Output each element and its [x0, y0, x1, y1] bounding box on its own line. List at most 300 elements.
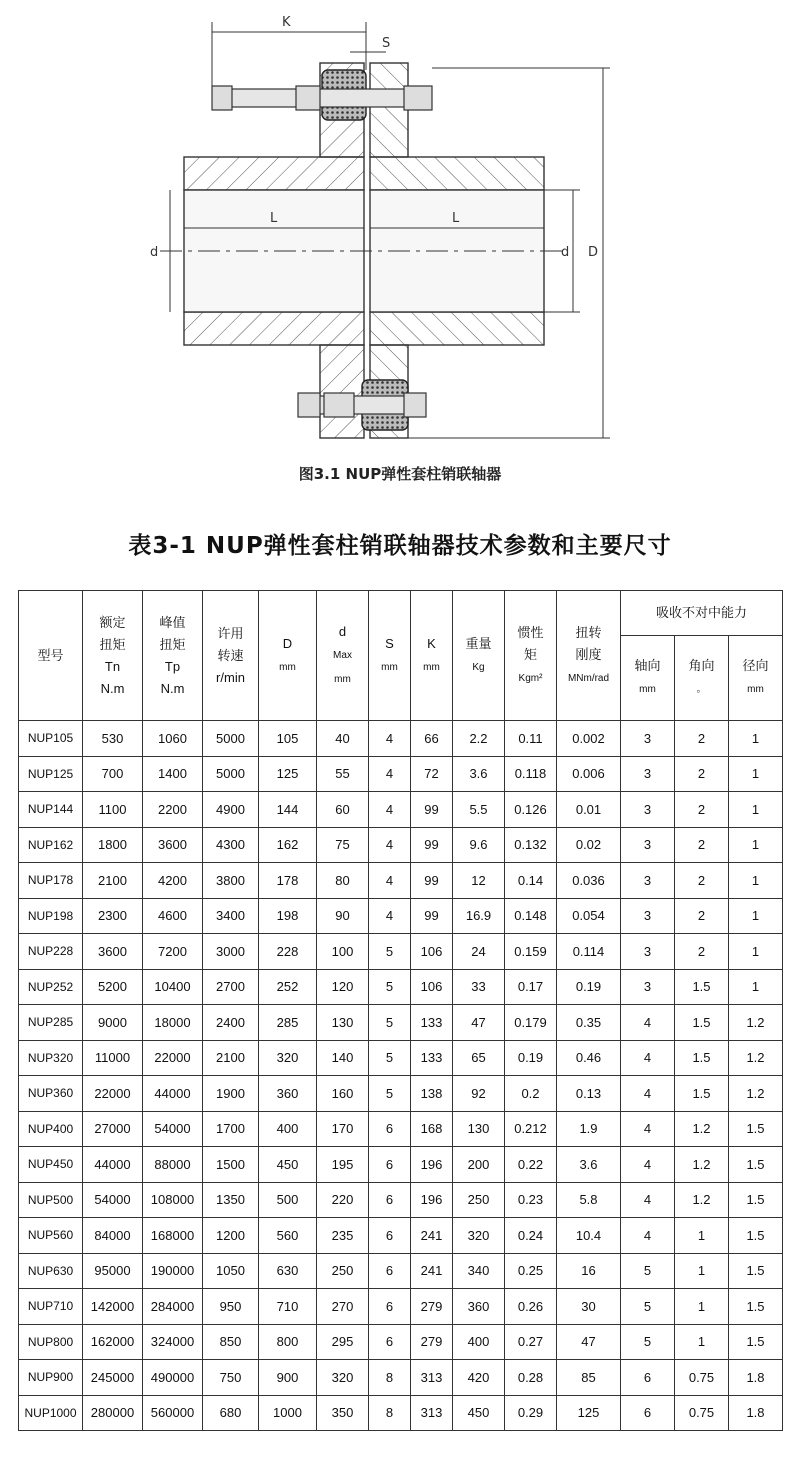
- table-cell: 8: [369, 1360, 411, 1396]
- table-cell: 1: [729, 792, 783, 828]
- header-axial: 轴向 mm: [621, 636, 675, 721]
- dim-d-right-label: d: [561, 245, 570, 260]
- table-cell: 0.02: [557, 827, 621, 863]
- table-cell: 0.75: [675, 1360, 729, 1396]
- dim-s-label: S: [382, 36, 391, 51]
- table-cell: 168: [411, 1111, 453, 1147]
- table-cell: 1200: [203, 1218, 259, 1254]
- table-cell: 530: [83, 721, 143, 757]
- table-row: [19, 756, 783, 792]
- table-cell: 313: [411, 1360, 453, 1396]
- table-cell: 44000: [143, 1076, 203, 1112]
- table-cell: 5200: [83, 969, 143, 1005]
- table-cell: 196: [411, 1182, 453, 1218]
- table-cell: 2: [675, 863, 729, 899]
- table-cell: 560: [259, 1218, 317, 1254]
- table-cell: 4900: [203, 792, 259, 828]
- table-cell: 3.6: [557, 1147, 621, 1183]
- header-rated-torque: 额定 扭矩 Tn N.m: [83, 591, 143, 721]
- table-cell: 1.5: [729, 1289, 783, 1325]
- table-cell: 220: [317, 1182, 369, 1218]
- table-cell: 168000: [143, 1218, 203, 1254]
- table-cell: 3000: [203, 934, 259, 970]
- model-cell: NUP320: [19, 1040, 83, 1076]
- table-cell: 100: [317, 934, 369, 970]
- table-cell: 324000: [143, 1324, 203, 1360]
- table-cell: 270: [317, 1289, 369, 1325]
- dim-l-left-label: L: [270, 211, 278, 226]
- table-cell: 1000: [259, 1395, 317, 1431]
- table-cell: 88000: [143, 1147, 203, 1183]
- table-cell: 7200: [143, 934, 203, 970]
- header-s: S mm: [369, 591, 411, 721]
- table-cell: 0.2: [505, 1076, 557, 1112]
- table-cell: 170: [317, 1111, 369, 1147]
- table-cell: 1.2: [675, 1182, 729, 1218]
- table-cell: 500: [259, 1182, 317, 1218]
- table-cell: 5: [621, 1289, 675, 1325]
- figure-caption: 图3.1 NUP弹性套柱销联轴器: [298, 465, 502, 483]
- table-cell: 142000: [83, 1289, 143, 1325]
- table-cell: 0.212: [505, 1111, 557, 1147]
- table-cell: 800: [259, 1324, 317, 1360]
- dim-d-left-label: d: [150, 245, 159, 260]
- table-cell: 6: [369, 1111, 411, 1147]
- table-cell: 40: [317, 721, 369, 757]
- table-cell: 3600: [83, 934, 143, 970]
- header-torsional-stiffness: 扭转 刚度 MNm/rad: [557, 591, 621, 721]
- table-row: [19, 898, 783, 934]
- table-cell: 0.159: [505, 934, 557, 970]
- table-row: [19, 1076, 783, 1112]
- table-cell: 72: [411, 756, 453, 792]
- table-cell: 1: [729, 827, 783, 863]
- table-cell: 6: [621, 1395, 675, 1431]
- table-cell: 1: [675, 1218, 729, 1254]
- table-cell: 1350: [203, 1182, 259, 1218]
- table-cell: 0.118: [505, 756, 557, 792]
- table-cell: 75: [317, 827, 369, 863]
- table-cell: 130: [453, 1111, 505, 1147]
- table-cell: 16.9: [453, 898, 505, 934]
- table-cell: 1.2: [729, 1040, 783, 1076]
- table-cell: 108000: [143, 1182, 203, 1218]
- table-cell: 105: [259, 721, 317, 757]
- table-cell: 55: [317, 756, 369, 792]
- table-cell: 340: [453, 1253, 505, 1289]
- table-cell: 2.2: [453, 721, 505, 757]
- table-cell: 0.054: [557, 898, 621, 934]
- table-cell: 1.9: [557, 1111, 621, 1147]
- table-cell: 360: [259, 1076, 317, 1112]
- header-misalignment-group: 吸收不对中能力: [621, 591, 783, 636]
- table-cell: 1.5: [729, 1324, 783, 1360]
- table-cell: 4: [369, 898, 411, 934]
- table-row: [19, 969, 783, 1005]
- table-cell: 1.2: [675, 1111, 729, 1147]
- table-cell: 178: [259, 863, 317, 899]
- table-cell: 33: [453, 969, 505, 1005]
- table-cell: 2100: [203, 1040, 259, 1076]
- table-cell: 3: [621, 898, 675, 934]
- table-cell: 0.13: [557, 1076, 621, 1112]
- table-cell: 900: [259, 1360, 317, 1396]
- table-row: [19, 1005, 783, 1041]
- table-cell: 4: [621, 1147, 675, 1183]
- table-cell: 4: [621, 1218, 675, 1254]
- table-cell: 22000: [143, 1040, 203, 1076]
- table-cell: 279: [411, 1289, 453, 1325]
- table-cell: 295: [317, 1324, 369, 1360]
- table-cell: 0.27: [505, 1324, 557, 1360]
- table-cell: 1.5: [729, 1218, 783, 1254]
- table-cell: 0.17: [505, 969, 557, 1005]
- table-cell: 99: [411, 827, 453, 863]
- table-row: [19, 1218, 783, 1254]
- table-cell: 680: [203, 1395, 259, 1431]
- table-cell: 2100: [83, 863, 143, 899]
- table-cell: 0.24: [505, 1218, 557, 1254]
- table-cell: 285: [259, 1005, 317, 1041]
- table-cell: 6: [369, 1218, 411, 1254]
- table-cell: 22000: [83, 1076, 143, 1112]
- table-cell: 133: [411, 1040, 453, 1076]
- table-cell: 1.2: [729, 1076, 783, 1112]
- table-cell: 1900: [203, 1076, 259, 1112]
- model-cell: NUP178: [19, 863, 83, 899]
- table-cell: 0.25: [505, 1253, 557, 1289]
- table-cell: 6: [369, 1182, 411, 1218]
- table-cell: 750: [203, 1360, 259, 1396]
- table-cell: 5000: [203, 721, 259, 757]
- table-cell: 490000: [143, 1360, 203, 1396]
- table-cell: 560000: [143, 1395, 203, 1431]
- table-cell: 2: [675, 756, 729, 792]
- table-cell: 54000: [143, 1111, 203, 1147]
- table-cell: 8: [369, 1395, 411, 1431]
- header-d-outer: D mm: [259, 591, 317, 721]
- table-cell: 3.6: [453, 756, 505, 792]
- table-cell: 16: [557, 1253, 621, 1289]
- table-cell: 1: [675, 1253, 729, 1289]
- header-model: 型号: [19, 591, 83, 721]
- table-cell: 4600: [143, 898, 203, 934]
- table-cell: 1.5: [675, 969, 729, 1005]
- table-cell: 92: [453, 1076, 505, 1112]
- table-cell: 2: [675, 898, 729, 934]
- table-cell: 6: [369, 1324, 411, 1360]
- table-cell: 1100: [83, 792, 143, 828]
- table-cell: 313: [411, 1395, 453, 1431]
- header-angular: 角向 。: [675, 636, 729, 721]
- table-cell: 0.179: [505, 1005, 557, 1041]
- dim-big-d-label: D: [588, 245, 599, 260]
- table-cell: 1: [729, 721, 783, 757]
- table-cell: 0.036: [557, 863, 621, 899]
- table-cell: 24: [453, 934, 505, 970]
- table-cell: 1.2: [729, 1005, 783, 1041]
- table-cell: 250: [453, 1182, 505, 1218]
- dim-k-label: K: [282, 15, 291, 30]
- table-cell: 3: [621, 934, 675, 970]
- table-cell: 99: [411, 792, 453, 828]
- table-cell: 5.8: [557, 1182, 621, 1218]
- table-cell: 0.01: [557, 792, 621, 828]
- header-peak-torque: 峰值 扭矩 Tp N.m: [143, 591, 203, 721]
- table-cell: 30: [557, 1289, 621, 1325]
- model-cell: NUP252: [19, 969, 83, 1005]
- table-row: [19, 1289, 783, 1325]
- table-cell: 0.23: [505, 1182, 557, 1218]
- table-cell: 5: [369, 969, 411, 1005]
- table-cell: 99: [411, 863, 453, 899]
- table-cell: 0.75: [675, 1395, 729, 1431]
- table-cell: 4: [621, 1040, 675, 1076]
- model-cell: NUP630: [19, 1253, 83, 1289]
- table-cell: 144: [259, 792, 317, 828]
- table-cell: 0.11: [505, 721, 557, 757]
- table-cell: 4: [621, 1076, 675, 1112]
- table-cell: 5: [621, 1324, 675, 1360]
- table-cell: 1.5: [729, 1111, 783, 1147]
- table-cell: 1.5: [729, 1253, 783, 1289]
- model-cell: NUP400: [19, 1111, 83, 1147]
- model-cell: NUP360: [19, 1076, 83, 1112]
- model-cell: NUP900: [19, 1360, 83, 1396]
- table-cell: 1.8: [729, 1360, 783, 1396]
- header-d-bore: d Max mm: [317, 591, 369, 721]
- spec-table: [18, 590, 783, 1431]
- table-cell: 0.006: [557, 756, 621, 792]
- table-cell: 360: [453, 1289, 505, 1325]
- table-cell: 1060: [143, 721, 203, 757]
- table-cell: 1: [729, 863, 783, 899]
- table-cell: 3800: [203, 863, 259, 899]
- table-cell: 5: [369, 1040, 411, 1076]
- table-row: [19, 1253, 783, 1289]
- table-row: [19, 1111, 783, 1147]
- table-cell: 106: [411, 934, 453, 970]
- table-row: [19, 792, 783, 828]
- table-cell: 4300: [203, 827, 259, 863]
- table-cell: 1.5: [675, 1005, 729, 1041]
- table-cell: 0.14: [505, 863, 557, 899]
- table-cell: 4: [369, 827, 411, 863]
- table-cell: 1.5: [729, 1147, 783, 1183]
- table-cell: 140: [317, 1040, 369, 1076]
- table-row: [19, 1182, 783, 1218]
- header-k: K mm: [411, 591, 453, 721]
- table-cell: 241: [411, 1253, 453, 1289]
- table-cell: 4: [369, 721, 411, 757]
- table-cell: 1050: [203, 1253, 259, 1289]
- table-cell: 235: [317, 1218, 369, 1254]
- table-row: [19, 1360, 783, 1396]
- table-cell: 44000: [83, 1147, 143, 1183]
- table-cell: 4: [621, 1005, 675, 1041]
- table-cell: 133: [411, 1005, 453, 1041]
- table-cell: 200: [453, 1147, 505, 1183]
- model-cell: NUP560: [19, 1218, 83, 1254]
- table-cell: 85: [557, 1360, 621, 1396]
- header-weight: 重量 Kg: [453, 591, 505, 721]
- table-cell: 3400: [203, 898, 259, 934]
- table-cell: 1: [729, 934, 783, 970]
- table-cell: 279: [411, 1324, 453, 1360]
- table-cell: 2300: [83, 898, 143, 934]
- table-cell: 320: [259, 1040, 317, 1076]
- spec-table-body: [19, 721, 783, 1431]
- model-cell: NUP710: [19, 1289, 83, 1325]
- table-cell: 0.002: [557, 721, 621, 757]
- table-cell: 1: [729, 898, 783, 934]
- table-row: [19, 721, 783, 757]
- table-cell: 2700: [203, 969, 259, 1005]
- table-cell: 700: [83, 756, 143, 792]
- table-cell: 1.5: [675, 1040, 729, 1076]
- table-row: [19, 827, 783, 863]
- table-cell: 0.126: [505, 792, 557, 828]
- table-cell: 2: [675, 721, 729, 757]
- table-cell: 350: [317, 1395, 369, 1431]
- table-cell: 3: [621, 827, 675, 863]
- model-cell: NUP162: [19, 827, 83, 863]
- table-cell: 5: [621, 1253, 675, 1289]
- table-cell: 280000: [83, 1395, 143, 1431]
- table-cell: 0.28: [505, 1360, 557, 1396]
- table-cell: 11000: [83, 1040, 143, 1076]
- header-inertia: 惯性 矩 Kgm²: [505, 591, 557, 721]
- table-cell: 80: [317, 863, 369, 899]
- header-allowed-speed: 许用 转速 r/min: [203, 591, 259, 721]
- model-cell: NUP105: [19, 721, 83, 757]
- table-cell: 5: [369, 934, 411, 970]
- table-cell: 450: [453, 1395, 505, 1431]
- coupling-drawing: [0, 0, 800, 450]
- table-cell: 3: [621, 756, 675, 792]
- table-cell: 950: [203, 1289, 259, 1325]
- table-cell: 130: [317, 1005, 369, 1041]
- table-cell: 6: [369, 1289, 411, 1325]
- table-cell: 106: [411, 969, 453, 1005]
- table-cell: 27000: [83, 1111, 143, 1147]
- table-cell: 0.22: [505, 1147, 557, 1183]
- table-cell: 4: [369, 792, 411, 828]
- table-cell: 196: [411, 1147, 453, 1183]
- table-cell: 4: [621, 1182, 675, 1218]
- table-cell: 2400: [203, 1005, 259, 1041]
- table-cell: 12: [453, 863, 505, 899]
- table-cell: 2200: [143, 792, 203, 828]
- table-cell: 1700: [203, 1111, 259, 1147]
- table-cell: 3: [621, 792, 675, 828]
- table-cell: 47: [453, 1005, 505, 1041]
- table-cell: 4: [369, 863, 411, 899]
- table-row: [19, 863, 783, 899]
- table-cell: 1.2: [675, 1147, 729, 1183]
- table-cell: 90: [317, 898, 369, 934]
- table-cell: 2: [675, 934, 729, 970]
- table-cell: 0.29: [505, 1395, 557, 1431]
- table-cell: 84000: [83, 1218, 143, 1254]
- table-cell: 250: [317, 1253, 369, 1289]
- table-cell: 6: [621, 1360, 675, 1396]
- model-cell: NUP800: [19, 1324, 83, 1360]
- model-cell: NUP198: [19, 898, 83, 934]
- table-cell: 0.114: [557, 934, 621, 970]
- table-cell: 5.5: [453, 792, 505, 828]
- table-cell: 1: [729, 969, 783, 1005]
- table-cell: 3: [621, 721, 675, 757]
- table-cell: 95000: [83, 1253, 143, 1289]
- table-cell: 4200: [143, 863, 203, 899]
- table-row: [19, 934, 783, 970]
- table-cell: 1800: [83, 827, 143, 863]
- table-cell: 400: [453, 1324, 505, 1360]
- table-cell: 850: [203, 1324, 259, 1360]
- table-cell: 3: [621, 863, 675, 899]
- table-cell: 0.132: [505, 827, 557, 863]
- bottom-pin-bolt: [298, 380, 426, 430]
- table-cell: 2: [675, 827, 729, 863]
- table-cell: 252: [259, 969, 317, 1005]
- table-cell: 4: [369, 756, 411, 792]
- table-cell: 60: [317, 792, 369, 828]
- table-cell: 0.148: [505, 898, 557, 934]
- model-cell: NUP144: [19, 792, 83, 828]
- table-cell: 5: [369, 1005, 411, 1041]
- table-cell: 0.19: [557, 969, 621, 1005]
- table-cell: 65: [453, 1040, 505, 1076]
- header-radial: 径向 mm: [729, 636, 783, 721]
- model-cell: NUP450: [19, 1147, 83, 1183]
- table-cell: 125: [259, 756, 317, 792]
- table-cell: 1500: [203, 1147, 259, 1183]
- table-cell: 1: [675, 1289, 729, 1325]
- table-cell: 5000: [203, 756, 259, 792]
- table-cell: 4: [621, 1111, 675, 1147]
- table-cell: 245000: [83, 1360, 143, 1396]
- table-cell: 18000: [143, 1005, 203, 1041]
- table-cell: 162000: [83, 1324, 143, 1360]
- table-cell: 160: [317, 1076, 369, 1112]
- table-cell: 3600: [143, 827, 203, 863]
- table-row: [19, 1395, 783, 1431]
- table-cell: 3: [621, 969, 675, 1005]
- table-row: [19, 1040, 783, 1076]
- model-cell: NUP125: [19, 756, 83, 792]
- model-cell: NUP1000: [19, 1395, 83, 1431]
- table-cell: 2: [675, 792, 729, 828]
- table-cell: 0.35: [557, 1005, 621, 1041]
- table-cell: 0.46: [557, 1040, 621, 1076]
- table-cell: 0.26: [505, 1289, 557, 1325]
- table-cell: 1: [675, 1324, 729, 1360]
- table-cell: 1.5: [675, 1076, 729, 1112]
- table-cell: 1.8: [729, 1395, 783, 1431]
- table-cell: 228: [259, 934, 317, 970]
- table-cell: 99: [411, 898, 453, 934]
- table-title: 表3-1 NUP弹性套柱销联轴器技术参数和主要尺寸: [128, 533, 672, 559]
- table-cell: 284000: [143, 1289, 203, 1325]
- model-cell: NUP500: [19, 1182, 83, 1218]
- table-cell: 54000: [83, 1182, 143, 1218]
- table-cell: 198: [259, 898, 317, 934]
- table-row: [19, 1324, 783, 1360]
- table-cell: 6: [369, 1253, 411, 1289]
- table-cell: 9000: [83, 1005, 143, 1041]
- table-cell: 9.6: [453, 827, 505, 863]
